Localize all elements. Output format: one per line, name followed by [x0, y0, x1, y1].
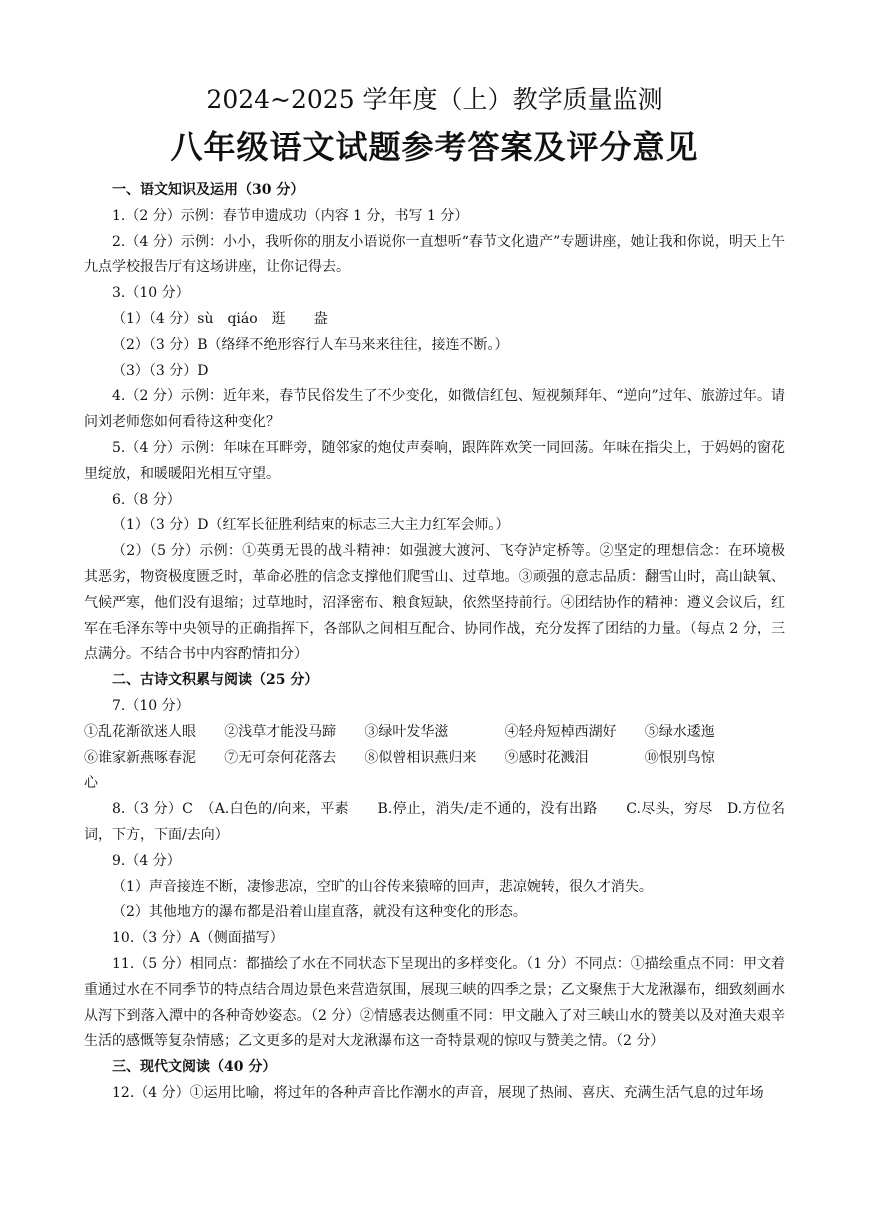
- q7-item: ⑤绿水逶迤: [644, 723, 715, 740]
- answer-q6: 6.（8 分）: [112, 491, 181, 508]
- answer-q3-3: （3）（3 分）D: [112, 362, 209, 379]
- answer-q3-2: （2）（3 分）B（络绎不绝形容行人车马来来往往，接连不断。）: [112, 336, 509, 353]
- q7-item: ③绿叶发华滋: [364, 723, 449, 740]
- q7-item: ④轻舟短棹西湖好: [504, 723, 617, 740]
- answer-q3-1: （1）（4 分）sù qiáo 逛 盎: [112, 310, 328, 327]
- answer-q6-2: （2）（5 分）示例：①英勇无畏的战斗精神：如强渡大渡河、飞夺泸定桥等。②坚定的理想信念：在环境极其恶劣，物资极度匮乏时，革命必胜的信念支撑他们爬雪山、过草地。③顽强的意志品质：翻雪山时，高山缺氧、气候严寒，他们没有退缩；过草地时，沼泽密布、粮食短缺，依然坚持前行。④团结协作的精神：遵义会议后，红军在毛泽东等中央领导的正确指挥下，各部队之间相互配合、协同作战，充分发挥了团结的力量。（每点 2 分，三点满分。不结合书中内容酌情扣分）: [84, 543, 785, 663]
- q7-item: ①乱花渐欲迷人眼: [84, 723, 196, 740]
- answer-q2: 2.（4 分）示例：小小，我听你的朋友小语说你一直想听“春节文化遗产”专题讲座，她让我和你说，明天上午九点学校报告厅有这场讲座，让你记得去。: [84, 233, 785, 276]
- q7-item: ⑥谁家新燕啄春泥: [84, 749, 196, 766]
- q7-item: ②浅草才能没马蹄: [224, 723, 337, 740]
- document-subtitle: 八年级语文试题参考答案及评分意见: [170, 128, 699, 166]
- answer-q9: 9.（4 分）: [112, 852, 181, 869]
- answer-q8: 8.（3 分）C （A.白色的/向来，平素 B.停止，消失/走不通的，没有出路 C.尽头，穷尽 D.方位名词，下方，下面/去向）: [84, 801, 785, 843]
- section-heading-2: 二、古诗文积累与阅读（25 分）: [112, 672, 319, 689]
- answer-q7-grid: [84, 720, 785, 772]
- document-title: 2024~2025 学年度（上）教学质量监测: [206, 85, 663, 114]
- section-heading-3: 三、现代文阅读（40 分）: [112, 1059, 277, 1076]
- answer-q4: 4.（2 分）示例：近年来，春节民俗发生了不少变化，如微信红包、短视频拜年、“逆向”过年、旅游过年。请问刘老师您如何看待这种变化？: [84, 388, 785, 431]
- q7-item: ⑨感时花溅泪: [504, 749, 589, 766]
- answer-q10: 10.（3 分）A（侧面描写）: [112, 930, 284, 947]
- answer-q9-2: （2）其他地方的瀑布都是沿着山崖直落，就没有这种变化的形态。: [112, 904, 527, 921]
- answer-q12: 12.（4 分）①运用比喻，将过年的各种声音比作潮水的声音，展现了热闹、喜庆、充满生活气息的过年场: [112, 1084, 764, 1101]
- q7-item: ⑩恨别鸟惊: [644, 749, 715, 766]
- answer-q11: 11.（5 分）相同点：都描绘了水在不同状态下呈现出的多样变化。（1 分）不同点：①描绘重点不同：甲文着重通过水在不同季节的特点结合周边景色来营造氛围，展现三峡的四季之景；乙文聚焦于大龙湫瀑布，细致刻画水从泻下到落入潭中的各种奇妙姿态。（2 分）②情感表达侧重不同：甲文融入了对三峡山水的赞美以及对渔夫艰辛生活的感慨等复杂情感；乙文更多的是对大龙湫瀑布这一奇特景观的惊叹与赞美之情。（2 分）: [84, 955, 785, 1050]
- section-heading-1: 一、语文知识及运用（30 分）: [112, 182, 305, 198]
- answer-q3: 3.（10 分）: [112, 285, 190, 302]
- q7-item: ⑧似曾相识燕归来: [364, 749, 477, 766]
- answer-q7-tail: 心: [84, 775, 98, 792]
- answer-q1: 1.（2 分）示例：春节申遗成功（内容 1 分，书写 1 分）: [112, 207, 469, 224]
- q7-item: ⑦无可奈何花落去: [224, 749, 337, 766]
- answer-q5: 5.（4 分）示例：年味在耳畔旁，随邻家的炮仗声奏响，跟阵阵欢笑一同回荡。年味在指尖上，于妈妈的窗花里绽放，和暖暖阳光相互守望。: [84, 439, 785, 482]
- answer-q6-1: （1）（3 分）D（红军长征胜利结束的标志三大主力红军会师。）: [112, 517, 510, 534]
- answer-q7: 7.（10 分）: [112, 697, 190, 714]
- answer-q9-1: （1）声音接连不断，凄惨悲凉，空旷的山谷传来猿啼的回声，悲凉婉转，很久才消失。: [112, 878, 653, 895]
- answer-body: [84, 178, 785, 1107]
